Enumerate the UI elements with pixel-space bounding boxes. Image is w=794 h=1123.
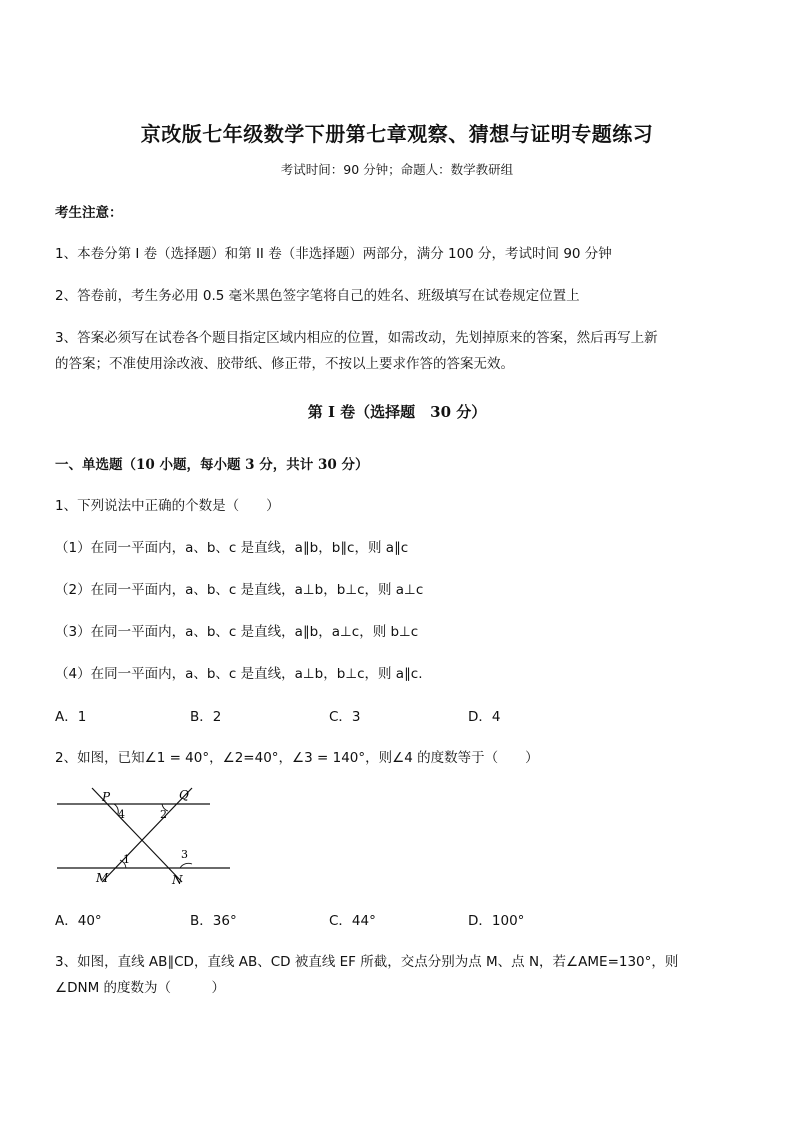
question-3-stem: 3、如图，直线 AB∥CD，直线 AB、CD 被直线 EF 所截，交点分别为点 M、点 N，若∠AME=130°，则 <box>55 954 679 970</box>
notice-item: 3、答案必须写在试卷各个题目指定区域内相应的位置，如需改动，先划掉原来的答案，然后再写上新 <box>55 330 658 346</box>
label-p: P <box>102 790 111 804</box>
q1-statement: （2）在同一平面内，a、b、c 是直线，a⊥b，b⊥c，则 a⊥c <box>55 582 424 598</box>
part-title: 一、单选题（10 小题，每小题 3 分，共计 30 分） <box>55 457 369 473</box>
label-angle-2: 2 <box>160 808 167 821</box>
page-title: 京改版七年级数学下册第七章观察、猜想与证明专题练习 <box>140 122 654 146</box>
q2-option-a[interactable]: A．40° <box>55 913 102 929</box>
q1-statement: （4）在同一平面内，a、b、c 是直线，a⊥b，b⊥c，则 a∥c. <box>55 666 423 682</box>
notice-item: 2、答卷前，考生务必用 0.5 毫米黑色签字笔将自己的姓名、班级填写在试卷规定位置上 <box>55 288 580 304</box>
label-angle-1: 1 <box>123 853 130 866</box>
angle-3-arc <box>180 863 192 868</box>
q2-option-d[interactable]: D．100° <box>468 913 525 929</box>
question-2-stem: 2、如图，已知∠1 = 40°，∠2=40°，∠3 = 140°，则∠4 的度数等于（ ） <box>55 750 539 766</box>
question-1-stem: 1、下列说法中正确的个数是（ ） <box>55 498 280 514</box>
q1-option-b[interactable]: B．2 <box>190 709 222 725</box>
q2-option-c[interactable]: C．44° <box>329 913 376 929</box>
q2-option-b[interactable]: B．36° <box>190 913 237 929</box>
q1-statement: （1）在同一平面内，a、b、c 是直线，a∥b，b∥c，则 a∥c <box>55 540 409 556</box>
label-angle-3: 3 <box>181 848 188 861</box>
q2-figure <box>52 784 237 889</box>
label-m: M <box>96 871 109 885</box>
q1-option-d[interactable]: D．4 <box>468 709 501 725</box>
label-q: Q <box>179 788 189 802</box>
question-3-stem-cont: ∠DNM 的度数为（ ） <box>55 980 226 996</box>
notice-heading: 考生注意： <box>55 205 123 221</box>
q1-option-a[interactable]: A．1 <box>55 709 87 725</box>
label-n: N <box>172 873 183 887</box>
q1-statement: （3）在同一平面内，a、b、c 是直线，a∥b，a⊥c，则 b⊥c <box>55 624 419 640</box>
q1-option-c[interactable]: C．3 <box>329 709 361 725</box>
notice-item: 的答案；不准使用涂改液、胶带纸、修正带，不按以上要求作答的答案无效。 <box>55 356 514 372</box>
section-title: 第 I 卷（选择题 30 分） <box>307 403 487 421</box>
exam-info: 考试时间：90 分钟；命题人：数学教研组 <box>280 162 514 177</box>
notice-item: 1、本卷分第 I 卷（选择题）和第 II 卷（非选择题）两部分，满分 100 分，考试时间 90 分钟 <box>55 246 612 262</box>
label-angle-4: 4 <box>118 808 125 821</box>
